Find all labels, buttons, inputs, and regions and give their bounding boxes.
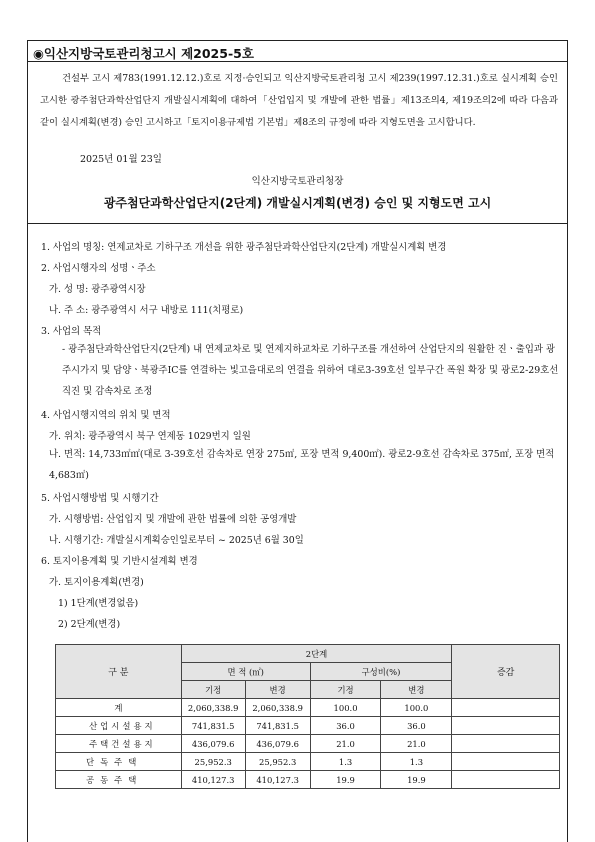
area-changed: 436,079.6 [245, 735, 310, 753]
ratio-existing: 19.9 [310, 771, 381, 789]
area-existing: 410,127.3 [181, 771, 245, 789]
area: 나. 면적: 14,733㎡㎡(대로 3-39호선 감속차로 연장 275㎡, 포장 면적 9,400㎡). 광로2-9호선 감속차로 375㎡, 포장 면적 4,683㎡) [49, 449, 555, 481]
header-stage: 2단계 [181, 645, 452, 663]
stage-2-note: 2) 2단계(변경) [58, 619, 121, 630]
ratio-existing: 100.0 [310, 699, 381, 717]
ratio-existing: 21.0 [310, 735, 381, 753]
area-existing: 25,952.3 [181, 753, 245, 771]
area-existing: 741,831.5 [181, 717, 245, 735]
header-area: 면 적 (㎡) [181, 663, 310, 681]
area-changed: 410,127.3 [245, 771, 310, 789]
change-cell [452, 699, 560, 717]
method: 가. 시행방법: 산업입지 및 개발에 관한 법률에 의한 공영개발 [49, 514, 297, 525]
header-ratio-existing: 기정 [310, 681, 381, 699]
header-area-existing: 기정 [181, 681, 245, 699]
intro-paragraph: 건설부 고시 제783(1991.12.12.)호로 지정·승인되고 익산지방국토관리청 고시 제239(1997.12.31.)호로 실시계획 승인 고시한 광주첨단과학산업단지 개발실시계획에 대하여「산업입지 및 개발에 관한 법률」제13조의4, 제19조의2에 따라 다음과 같이 실시계획(변경) 승인 고시하고「토지이용규제법 기본법」제8조의 규정에 따라 지형도면을 고시합니다. [40, 73, 558, 128]
change-cell [452, 753, 560, 771]
change-cell [452, 735, 560, 753]
area-changed: 2,060,338.9 [245, 699, 310, 717]
section-4-heading: 4. 사업시행지역의 위치 및 면적 [41, 410, 171, 421]
table-row [56, 699, 560, 717]
period: 나. 시행기간: 개발실시계획승인일로부터 ~ 2025년 6월 30일 [49, 535, 304, 546]
notice-title: 광주첨단과학산업단지(2단계) 개발실시계획(변경) 승인 및 지형도면 고시 [103, 196, 492, 210]
location: 가. 위치: 광주광역시 북구 연제동 1029번지 일원 [49, 431, 251, 442]
row-label: 공동주택 [56, 771, 182, 789]
operator-name: 가. 성 명: 광주광역시장 [49, 284, 146, 295]
ratio-existing: 1.3 [310, 753, 381, 771]
area-existing: 436,079.6 [181, 735, 245, 753]
table-row [56, 735, 560, 753]
header-division: 구 분 [56, 645, 182, 699]
header-divider [27, 61, 568, 62]
area-existing: 2,060,338.9 [181, 699, 245, 717]
notice-number: ◉익산지방국토관리청고시 제2025-5호 [33, 46, 254, 61]
ratio-changed: 21.0 [381, 735, 452, 753]
operator-address: 나. 주 소: 광주광역시 서구 내방로 111(치평로) [49, 305, 244, 316]
header-ratio: 구성비(%) [310, 663, 452, 681]
row-label: 주택건설용지 [56, 735, 182, 753]
ratio-changed: 36.0 [381, 717, 452, 735]
area-changed: 741,831.5 [245, 717, 310, 735]
change-cell [452, 771, 560, 789]
notice-date: 2025년 01월 23일 [80, 154, 162, 165]
table-row [56, 717, 560, 735]
ratio-changed: 1.3 [381, 753, 452, 771]
row-label: 단독주택 [56, 753, 182, 771]
section-3-purpose: - 광주첨단과학산업단지(2단계) 내 연제교차로 및 연제지하교차로 기하구조를 개선하여 산업단지의 원활한 진ㆍ출입과 광주시가지 및 담양ㆍ북광주IC를 연결하는 빛고을대로의 연결을 위하여 대로3-39호선 일부구간 폭원 확장 및 광로2-29호선 직진 및 감속차로 조정 [62, 344, 559, 397]
title-divider [27, 223, 568, 224]
land-use-plan-heading: 가. 토지이용계획(변경) [49, 577, 144, 588]
issuing-office: 익산지방국토관리청장 [251, 176, 344, 187]
section-5-heading: 5. 사업시행방법 및 시행기간 [41, 493, 159, 504]
section-2-heading: 2. 사업시행자의 성명ㆍ주소 [41, 263, 156, 274]
table-row [56, 771, 560, 789]
change-cell [452, 717, 560, 735]
stage-1-note: 1) 1단계(변경없음) [58, 598, 139, 609]
ratio-existing: 36.0 [310, 717, 381, 735]
header-area-changed: 변경 [245, 681, 310, 699]
header-ratio-changed: 변경 [381, 681, 452, 699]
table-row [56, 753, 560, 771]
ratio-changed: 19.9 [381, 771, 452, 789]
row-label: 계 [56, 699, 182, 717]
section-3-heading: 3. 사업의 목적 [41, 326, 102, 337]
land-use-table [55, 644, 560, 789]
ratio-changed: 100.0 [381, 699, 452, 717]
section-6-heading: 6. 토지이용계획 및 기반시설계획 변경 [41, 556, 198, 567]
row-label: 산업시설용지 [56, 717, 182, 735]
header-change: 증감 [452, 645, 560, 699]
area-changed: 25,952.3 [245, 753, 310, 771]
section-1-project-name: 1. 사업의 명칭: 연제교차로 기하구조 개선을 위한 광주첨단과학산업단지(2단계) 개발실시계획 변경 [41, 242, 447, 253]
